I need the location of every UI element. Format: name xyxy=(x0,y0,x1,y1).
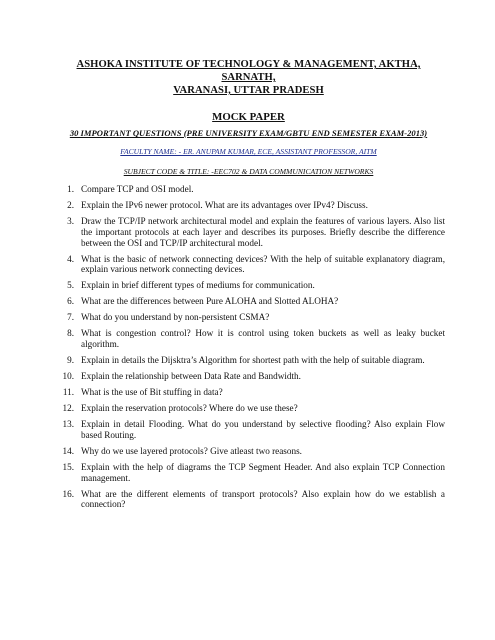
question-text: Explain the relationship between Data Rate and Bandwidth. xyxy=(81,371,301,382)
question-number: 5. xyxy=(67,280,74,291)
question-text: What is the basic of network connecting devices? With the help of suitable explanatory diagram, explain various network connecting devices. xyxy=(81,253,445,275)
question-number: 13. xyxy=(62,419,74,429)
paper-title: MOCK PAPER xyxy=(212,111,285,123)
question-item xyxy=(52,254,445,276)
question-text: What do you understand by non-persistent CSMA? xyxy=(81,312,270,323)
question-number: 1. xyxy=(67,184,74,194)
question-number: 15. xyxy=(62,461,74,472)
question-number: 9. xyxy=(67,355,74,366)
question-item xyxy=(52,312,445,323)
question-number: 3. xyxy=(67,215,74,226)
question-list xyxy=(52,184,445,510)
question-item xyxy=(52,489,445,511)
question-number: 6. xyxy=(67,296,74,307)
question-item xyxy=(52,216,445,248)
question-item xyxy=(52,328,445,350)
question-item xyxy=(52,280,445,291)
question-item xyxy=(52,419,445,441)
paper-subtitle: 30 IMPORTANT QUESTIONS (PRE UNIVERSITY EXAM/GBTU END SEMESTER EXAM-2013) xyxy=(69,128,428,138)
question-item xyxy=(52,200,445,211)
question-text: Explain in details the Dijsktra’s Algorithm for shortest path with the help of suitable diagram. xyxy=(81,355,425,366)
question-text: Compare TCP and OSI model. xyxy=(81,184,194,194)
question-text: Explain in brief different types of mediums for communication. xyxy=(81,280,315,291)
subject-title: SUBJECT CODE & TITLE: -EEC702 & DATA COMMUNICATION NETWORKS xyxy=(123,167,374,176)
question-text: What is the use of Bit stuffing in data? xyxy=(81,387,223,398)
question-number: 10. xyxy=(62,371,74,382)
question-item xyxy=(52,184,445,195)
question-number: 14. xyxy=(62,445,74,456)
question-text: Explain in detail Flooding. What do you understand by selective flooding? Also explain Flow based Routing. xyxy=(81,419,445,440)
question-number: 12. xyxy=(62,403,74,414)
question-number: 4. xyxy=(67,253,74,264)
institute-line-2: VARANASI, UTTAR PRADESH xyxy=(173,85,324,96)
question-text: Why do we use layered protocols? Give atleast two reasons. xyxy=(81,445,302,456)
question-number: 16. xyxy=(62,488,74,499)
question-number: 7. xyxy=(67,312,74,323)
question-item xyxy=(52,355,445,366)
question-text: Draw the TCP/IP network architectural model and explain the features of various layers. Also list the important protocols at each layer and describes its purposes. Briefly describe the difference between the OSI and TCP/IP architectural model. xyxy=(81,215,445,248)
question-text: What are the different elements of transport protocols? Also explain how do we establish a connection? xyxy=(81,488,445,510)
faculty-name: FACULTY NAME: - ER. ANUPAM KUMAR, ECE, ASSISTANT PROFESSOR, AITM xyxy=(120,147,377,156)
question-text: Explain the reservation protocols? Where do we use these? xyxy=(81,403,298,414)
question-text: What is congestion control? How it is control using token buckets as well as leaky bucket algorithm. xyxy=(81,328,445,350)
question-item xyxy=(52,296,445,307)
question-text: Explain the IPv6 newer protocol. What are its advantages over IPv4? Discuss. xyxy=(81,199,368,210)
question-item xyxy=(52,371,445,382)
question-item xyxy=(52,403,445,414)
question-text: Explain with the help of diagrams the TCP Segment Header. And also explain TCP Connection management. xyxy=(81,461,445,483)
institute-line-1: ASHOKA INSTITUTE OF TECHNOLOGY & MANAGEMENT, AKTHA, SARNATH, xyxy=(76,59,421,83)
institute-name xyxy=(52,58,445,97)
question-number: 8. xyxy=(67,328,74,339)
question-item xyxy=(52,387,445,398)
question-number: 11. xyxy=(62,387,74,398)
question-number: 2. xyxy=(67,199,74,210)
question-item xyxy=(52,446,445,457)
question-item xyxy=(52,462,445,484)
question-text: What are the differences between Pure ALOHA and Slotted ALOHA? xyxy=(81,296,339,307)
